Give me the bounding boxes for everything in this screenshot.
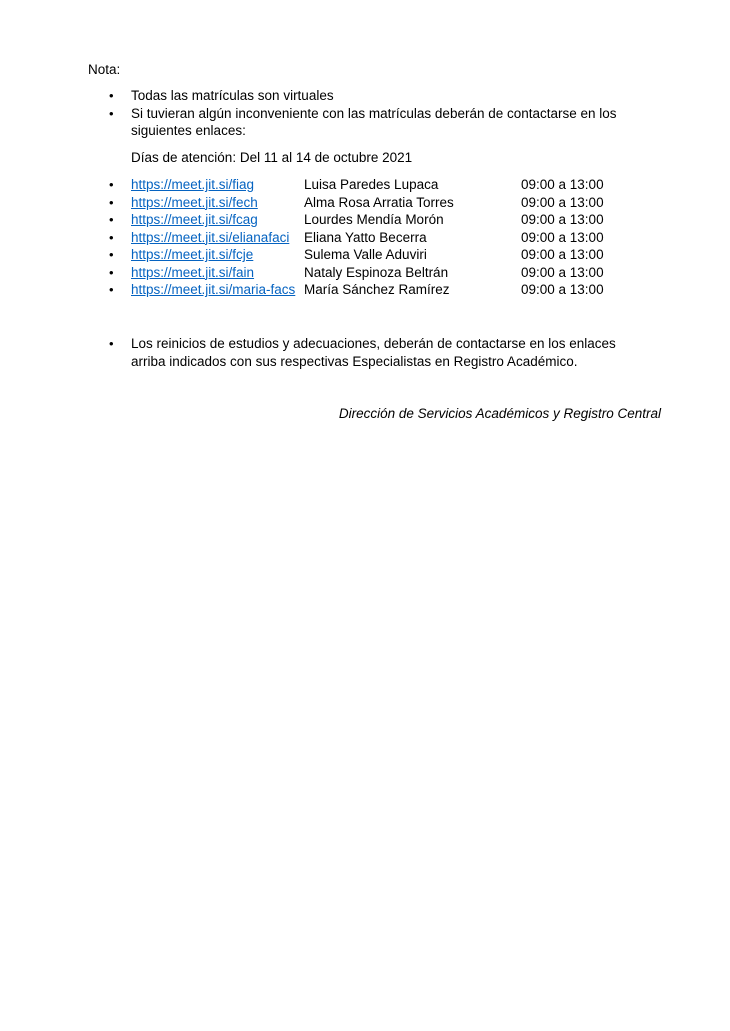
contact-name: María Sánchez Ramírez [304, 282, 450, 297]
meet-link[interactable]: https://meet.jit.si/elianafaci [131, 229, 290, 245]
contact-name: Sulema Valle Aduviri [304, 247, 427, 262]
contact-name: Nataly Espinoza Beltrán [304, 264, 449, 280]
contact-row [109, 194, 629, 212]
contact-time: 09:00 a 13:00 [521, 264, 604, 280]
meet-link[interactable]: https://meet.jit.si/maria-facs [131, 282, 296, 297]
contact-row [109, 229, 629, 247]
list-item [109, 87, 649, 105]
bullet-icon: • [109, 336, 114, 351]
contact-row [109, 211, 629, 229]
bullet-icon: • [109, 88, 114, 103]
meet-link[interactable]: https://meet.jit.si/fain [131, 264, 255, 280]
meet-link[interactable]: https://meet.jit.si/fcje [131, 247, 254, 262]
bullet-icon: • [109, 229, 114, 245]
contact-row [109, 264, 629, 282]
list-item-text: Todas las matrículas son virtuales [131, 88, 334, 103]
bullet-icon: • [109, 264, 114, 280]
note-label: Nota: [88, 62, 121, 77]
contact-name: Lourdes Mendía Morón [304, 212, 444, 227]
contact-row [109, 246, 629, 264]
attention-days: Días de atención: Del 11 al 14 de octubre 2021 [131, 150, 413, 165]
contact-time: 09:00 a 13:00 [521, 177, 604, 192]
bullet-icon: • [109, 194, 114, 210]
meet-link[interactable]: https://meet.jit.si/fech [131, 194, 258, 210]
bullet-icon: • [109, 247, 114, 262]
contact-name: Eliana Yatto Becerra [304, 229, 427, 245]
list-item-text: Los reinicios de estudios y adecuaciones, deberán de contactarse en los enlaces arriba indicados con sus respectivas Especialistas en Registro Académico. [131, 336, 616, 369]
bottom-bullet-list [109, 335, 649, 370]
contact-name: Luisa Paredes Lupaca [304, 177, 439, 192]
bullet-icon: • [109, 105, 114, 121]
bullet-icon: • [109, 177, 114, 192]
contact-time: 09:00 a 13:00 [521, 247, 604, 262]
signature: Dirección de Servicios Académicos y Registro Central [338, 406, 661, 421]
contact-name: Alma Rosa Arratia Torres [304, 194, 454, 210]
list-item [109, 335, 649, 370]
bullet-icon: • [109, 212, 114, 227]
contact-row [109, 176, 629, 194]
contact-time: 09:00 a 13:00 [521, 282, 604, 297]
list-item-text: Si tuvieran algún inconveniente con las matrículas deberán de contactarse en los siguientes enlaces: [131, 105, 617, 138]
meet-link[interactable]: https://meet.jit.si/fcag [131, 212, 258, 227]
list-item [109, 105, 649, 140]
contact-links-list [109, 176, 629, 299]
bullet-icon: • [109, 282, 114, 297]
top-bullet-list [109, 87, 649, 140]
contact-row [109, 281, 629, 299]
contact-time: 09:00 a 13:00 [521, 194, 604, 210]
contact-time: 09:00 a 13:00 [521, 229, 604, 245]
meet-link[interactable]: https://meet.jit.si/fiag [131, 177, 255, 192]
contact-time: 09:00 a 13:00 [521, 212, 604, 227]
